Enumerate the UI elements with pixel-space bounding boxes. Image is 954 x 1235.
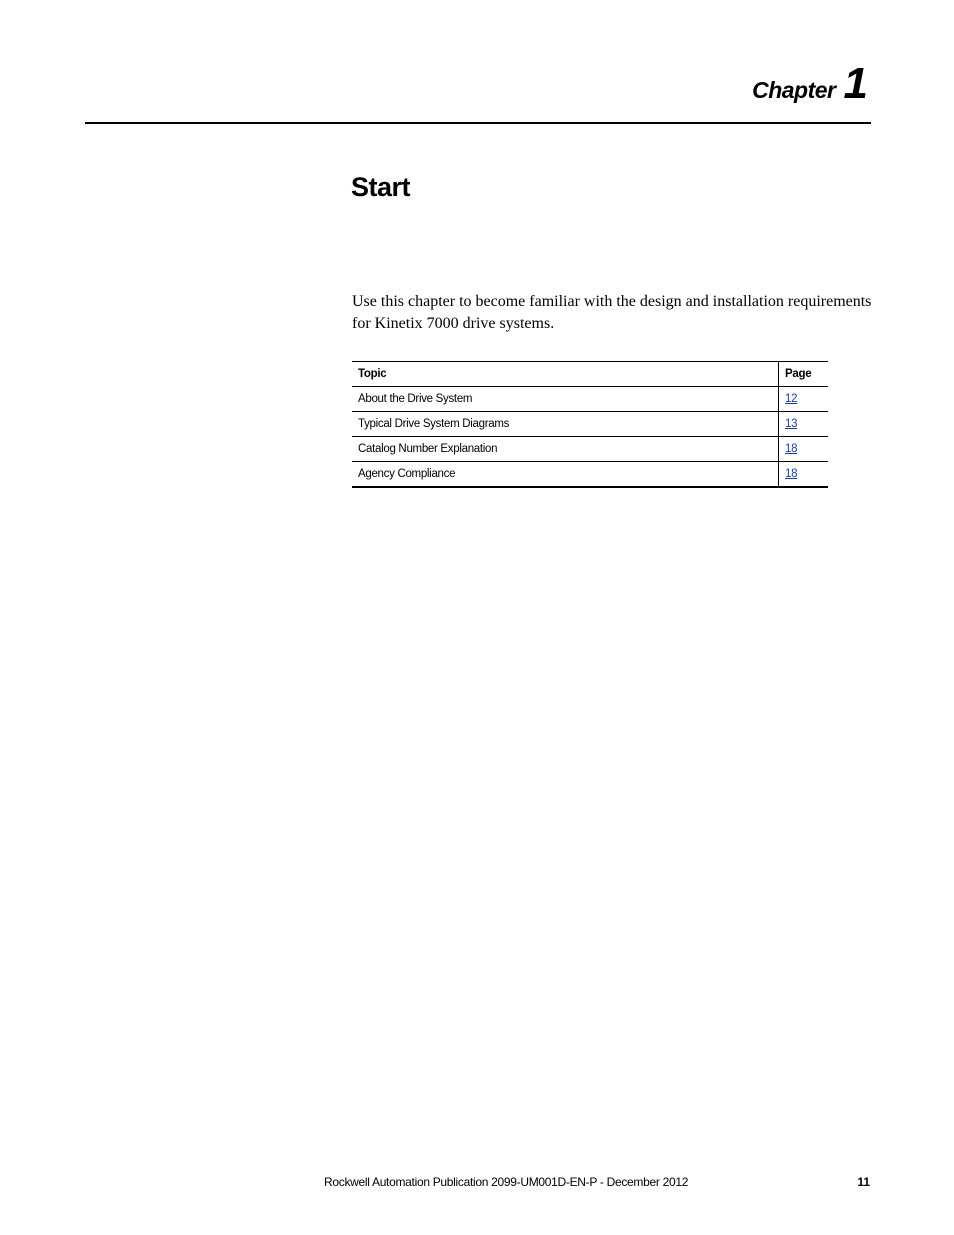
page-cell xyxy=(779,462,829,488)
intro-paragraph: Use this chapter to become familiar with the design and installation requirements for Kinetix 7000 drive systems. xyxy=(352,293,872,332)
table-row xyxy=(352,462,828,488)
page-link[interactable]: 18 xyxy=(785,468,798,480)
footer-page-number: 11 xyxy=(857,1175,870,1189)
chapter-number: 1 xyxy=(843,59,868,108)
page-link[interactable]: 18 xyxy=(785,443,798,455)
page-link[interactable]: 13 xyxy=(785,418,798,430)
page-cell xyxy=(779,387,829,412)
chapter-label: Chapter xyxy=(752,77,836,103)
table-row xyxy=(352,437,828,462)
topic-cell: Catalog Number Explanation xyxy=(352,437,779,462)
page-cell xyxy=(779,412,829,437)
topic-column-header: Topic xyxy=(352,362,779,387)
topic-cell: About the Drive System xyxy=(352,387,779,412)
page-title: Start xyxy=(351,172,411,202)
table-row xyxy=(352,412,828,437)
chapter-heading xyxy=(752,59,868,108)
topic-table xyxy=(352,361,828,488)
table-header-row xyxy=(352,362,828,387)
topic-cell: Agency Compliance xyxy=(352,462,779,488)
page-column-header: Page xyxy=(779,362,829,387)
topic-cell: Typical Drive System Diagrams xyxy=(352,412,779,437)
chapter-divider xyxy=(85,122,871,124)
page-link[interactable]: 12 xyxy=(785,393,798,405)
table-row xyxy=(352,387,828,412)
footer-publication: Rockwell Automation Publication 2099-UM001D-EN-P - December 2012 xyxy=(324,1175,689,1189)
page-cell xyxy=(779,437,829,462)
